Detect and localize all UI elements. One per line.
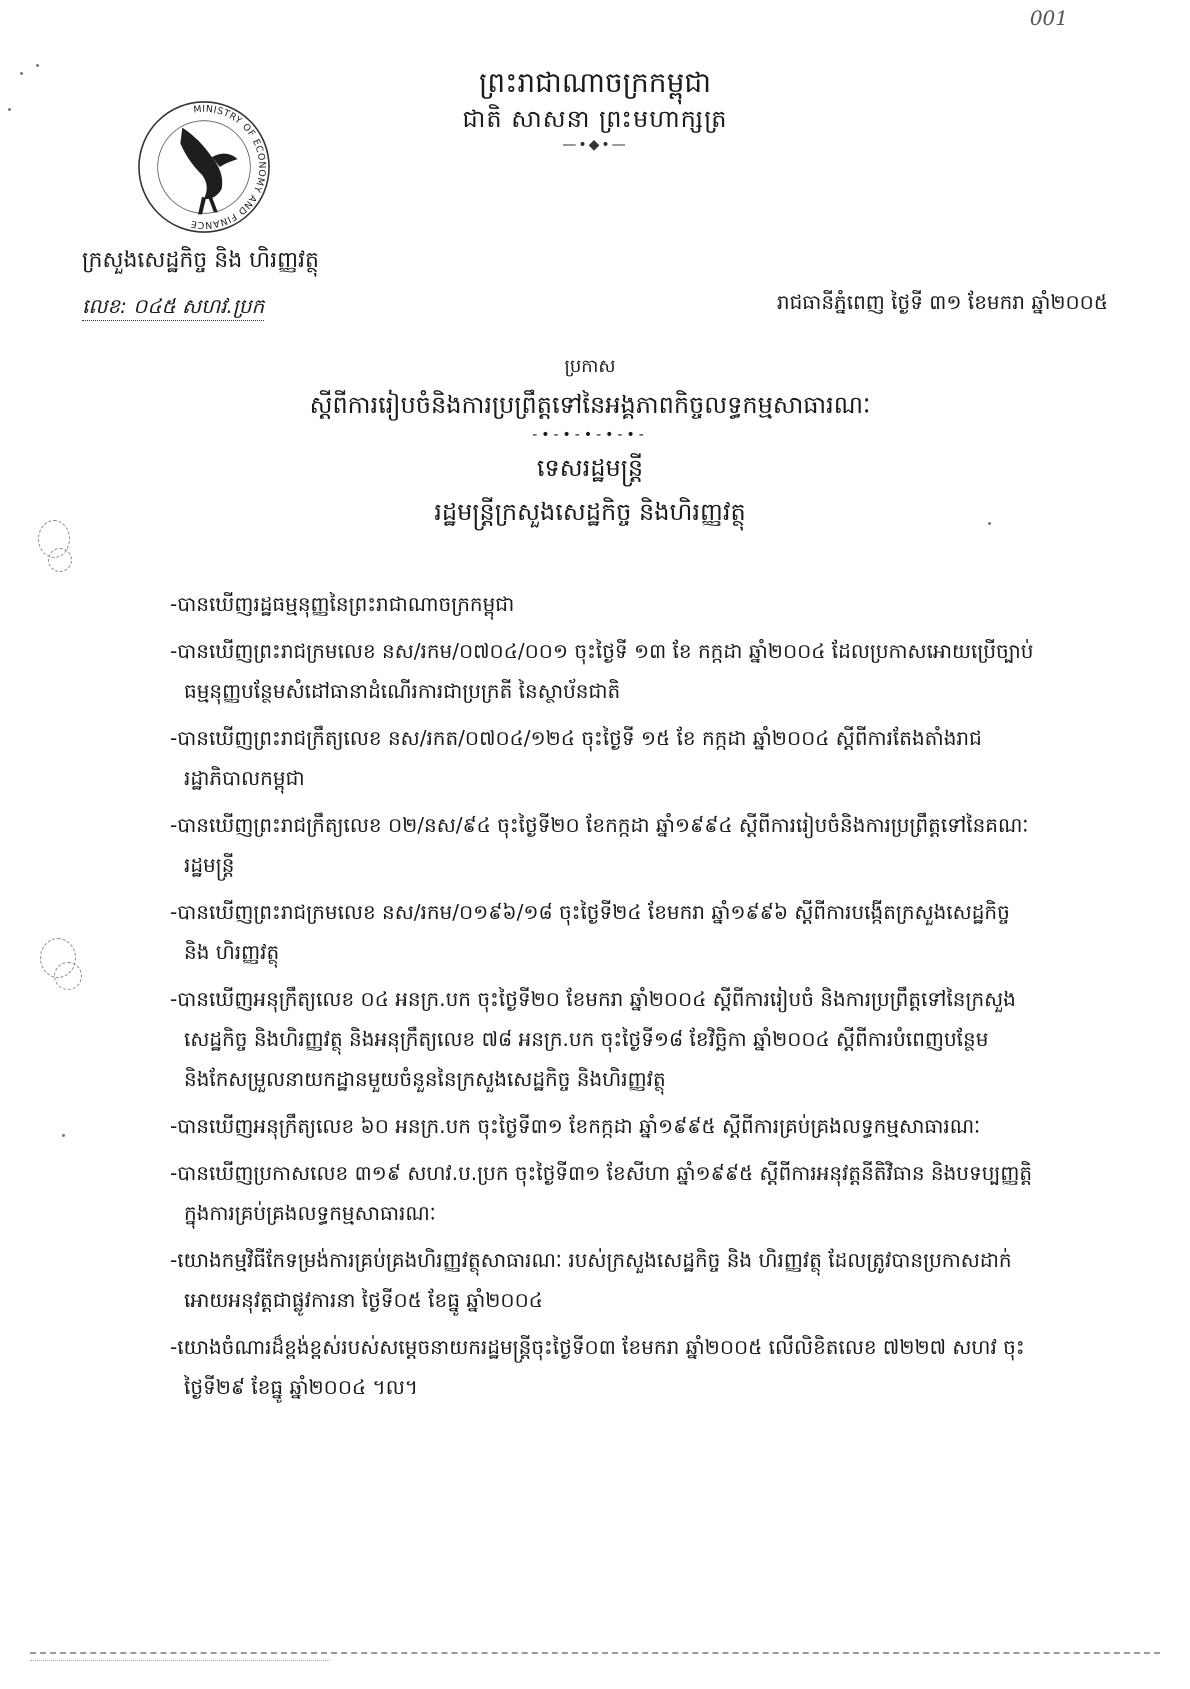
- list-item: - បានឃើញព្រះរាជក្រមលេខ នស/រកម/០៧០៤/០០១ ចុះថ្ងៃទី ១៣ ខែ កក្កដា ឆ្នាំ២០០៤ ដែលប្រកាសអោយប្រើច្បាប់ធម្មនុញ្ញបន្ថែមសំដៅធានាដំណើរការជាប្រក្រតី នៃស្ថាប័នជាតិ: [170, 631, 1040, 711]
- scan-speck: [62, 1134, 65, 1137]
- scan-border-line: [30, 1660, 330, 1661]
- kingdom-name: ព្រះរាជាណាចក្រកម្ពុជា: [478, 66, 711, 99]
- scan-mark: [48, 548, 72, 572]
- ministry-name: ក្រសួងសេដ្ឋកិច្ច និង ហិរញ្ញវត្ថុ: [82, 248, 319, 273]
- title-divider: -•-•-•-•-•-: [532, 427, 648, 443]
- ministry-logo: [135, 98, 273, 236]
- scan-speck: [36, 64, 39, 67]
- issuing-authority: ទេសរដ្ឋមន្ត្រី: [536, 454, 644, 482]
- scan-speck: [988, 522, 991, 525]
- national-motto: ជាតិ សាសនា ព្រះមហាក្សត្រ: [462, 105, 728, 133]
- list-item: - បានឃើញព្រះរាជក្រឹត្យលេខ នស/រកត/០៧០៤/១២៤ ចុះថ្ងៃទី ១៥ ខែ កក្កដា ឆ្នាំ២០០៤ ស្តីពីការតែងតាំងរាជរដ្ឋាភិបាលកម្ពុជា: [170, 718, 1040, 798]
- place-and-date: រាជធានីភ្នំពេញ ថ្ងៃទី ៣១ ខែមករា ឆ្នាំ២០០៥: [776, 290, 1108, 314]
- header-ornament: —•◆•—: [562, 137, 628, 153]
- scan-speck: [8, 108, 11, 111]
- list-item: - បានឃើញអនុក្រឹត្យលេខ ៦០ អនក្រ.បក ចុះថ្ងៃទី៣១ ខែកក្កដា ឆ្នាំ១៩៩៥ ស្តីពីការគ្រប់គ្រងលទ្ធកម្មសាធារណៈ: [170, 1106, 1040, 1146]
- scan-mark: [54, 962, 82, 990]
- reference-number: លេខ: ០៤៥ សហវ.ប្រក: [82, 292, 264, 321]
- list-item: - បានឃើញប្រកាសលេខ ៣១៩ សហវ.ប.ប្រក ចុះថ្ងៃទី៣១ ខែសីហា ឆ្នាំ១៩៩៥ ស្តីពីការអនុវត្តនីតិវិធាន និងបទប្បញ្ញត្តិក្នុងការគ្រប់គ្រងលទ្ធកម្មសាធារណៈ: [170, 1153, 1040, 1233]
- list-item: - បានឃើញព្រះរាជក្រឹត្យលេខ ០២/នស/៩៤ ចុះថ្ងៃទី២០ ខែកក្កដា ឆ្នាំ១៩៩៤ ស្តីពីការរៀបចំនិងការប្រព្រឹត្តទៅនៃគណៈរដ្ឋមន្ត្រី: [170, 805, 1040, 885]
- list-item: - យោងចំណារដ៏ខ្ពង់ខ្ពស់របស់សម្តេចនាយករដ្ឋមន្ត្រីចុះថ្ងៃទី០៣ ខែមករា ឆ្នាំ២០០៥ លើលិខិតលេខ ៧២២៧ សហវ ចុះថ្ងៃទី២៩ ខែធ្នូ ឆ្នាំ២០០៤ ។ល។: [170, 1327, 1040, 1407]
- list-item: - បានឃើញព្រះរាជក្រមលេខ នស/រកម/០១៩៦/១៨ ចុះថ្ងៃទី២៤ ខែមករា ឆ្នាំ១៩៩៦ ស្តីពីការបង្កើតក្រសួងសេដ្ឋកិច្ច និង ហិរញ្ញវត្ថុ: [170, 892, 1040, 972]
- preamble-clauses: [170, 584, 1040, 1414]
- document-title: ស្តីពីការរៀបចំនិងការប្រព្រឹត្តទៅនៃអង្គភាពកិច្ចលទ្ធកម្មសាធារណៈ: [309, 391, 871, 419]
- list-item: - យោងកម្មវិធីកែទម្រង់ការគ្រប់គ្រងហិរញ្ញវត្ថុសាធារណៈ របស់ក្រសួងសេដ្ឋកិច្ច និង ហិរញ្ញវត្ថុ ដែលត្រូវបានប្រកាសដាក់អោយអនុវត្តជាផ្លូវការនា ថ្ងៃទី០៥ ខែធ្នូ ឆ្នាំ២០០៤: [170, 1240, 1040, 1320]
- minister-title: រដ្ឋមន្ត្រីក្រសួងសេដ្ឋកិច្ច និងហិរញ្ញវត្ថុ: [434, 498, 746, 526]
- list-item: - បានឃើញរដ្ឋធម្មនុញ្ញនៃព្រះរាជាណាចក្រកម្ពុជា: [170, 584, 1040, 624]
- kingdom-header: [380, 64, 810, 154]
- bird-emblem-icon: [180, 128, 237, 215]
- list-item: - បានឃើញអនុក្រឹត្យលេខ ០៤ អនក្រ.បក ចុះថ្ងៃទី២០ ខែមករា ឆ្នាំ២០០៤ ស្តីពីការរៀបចំ និងការប្រព្រឹត្តទៅនៃក្រសួងសេដ្ឋកិច្ច និងហិរញ្ញវត្ថុ និងអនុក្រឹត្យលេខ ៧៨ អនក្រ.បក ចុះថ្ងៃទី១៨ ខែវិច្ឆិកា ឆ្នាំ២០០៤ ស្តីពីការបំពេញបន្ថែមនិងកែសម្រួលនាយកដ្ឋានមួយចំនួននៃក្រសួងសេដ្ឋកិច្ច និងហិរញ្ញវត្ថុ: [170, 979, 1040, 1099]
- scan-speck: [20, 72, 23, 75]
- document-type: ប្រកាស: [564, 356, 616, 377]
- logo-ring-text: MINISTRY OF ECONOMY AND FINANCE: [189, 103, 268, 231]
- document-heading: [140, 352, 1040, 530]
- scan-border-line: [30, 1652, 1160, 1654]
- page-number: 001: [1029, 6, 1068, 30]
